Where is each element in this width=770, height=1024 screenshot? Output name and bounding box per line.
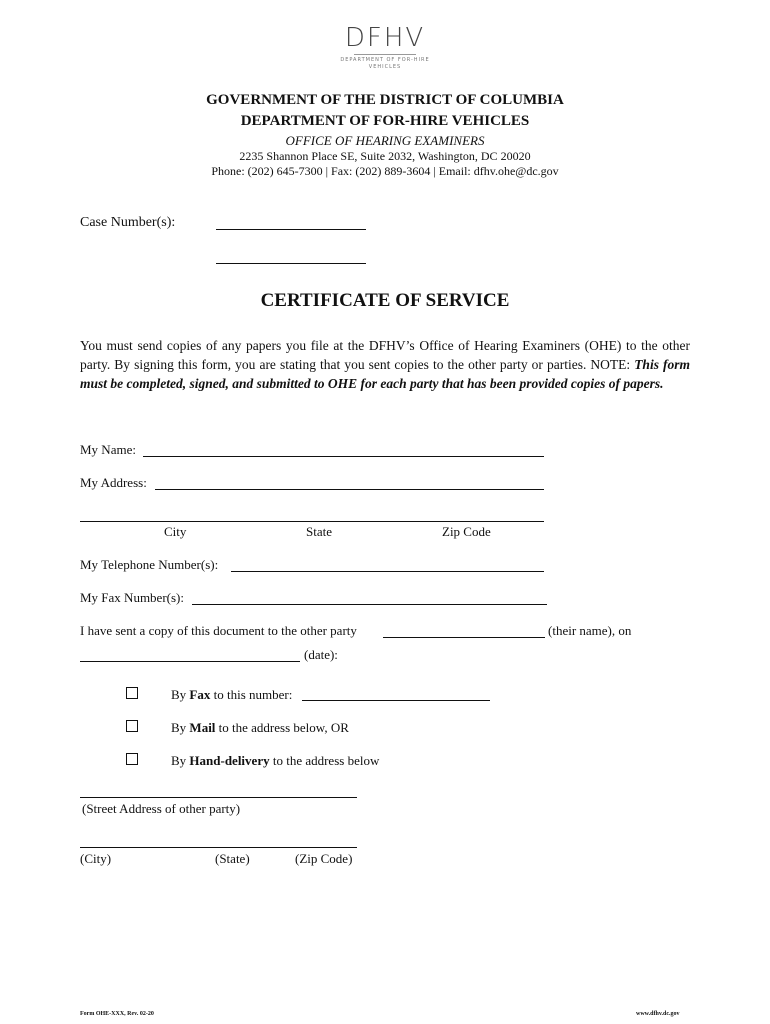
document-title: CERTIFICATE OF SERVICE [260,290,510,311]
date-label: (date): [304,647,338,662]
hand-by: By [171,753,187,768]
mail-rest: to the address below, OR [218,720,349,735]
hand-delivery-checkbox[interactable] [126,753,138,765]
state-label: State [306,524,332,539]
dfhv-logo [330,24,440,74]
telephone-field[interactable] [231,571,544,572]
their-name-label: (their name), on [548,623,632,638]
footer-form-id: Form OHE-XXX, Rev. 02-20 [80,1011,154,1017]
other-party-zip-label: (Zip Code) [295,851,353,866]
city-label: City [164,524,187,539]
intro-emphasis: This form must be completed, signed, and submitted to OHE for each party that has been provided copies of papers. [80,357,691,391]
header-address: 2235 Shannon Place SE, Suite 2032, Washington, DC 20020 [239,149,531,163]
mail-bold: Mail [189,720,216,735]
mail-checkbox[interactable] [126,720,138,732]
footer-website: www.dfhv.dc.gov [636,1011,680,1017]
case-number-field-1[interactable] [216,229,366,230]
fax-bold: Fax [189,687,211,702]
telephone-label: My Telephone Number(s): [80,557,219,572]
name-label: My Name: [80,442,136,457]
hand-bold: Hand-delivery [189,753,270,768]
other-party-street-label: (Street Address of other party) [82,801,241,816]
address-field[interactable] [155,489,544,490]
date-field[interactable] [80,661,300,662]
other-party-name-field[interactable] [383,637,545,638]
other-party-city-state-zip-field[interactable] [80,847,357,848]
case-number-label: Case Number(s): [80,215,176,230]
header-government: GOVERNMENT OF THE DISTRICT OF COLUMBIA [206,92,564,108]
other-party-street-field[interactable] [80,797,357,798]
sent-copy-label: I have sent a copy of this document to the other party [80,623,357,638]
other-party-city-label: (City) [80,851,112,866]
city-state-zip-field[interactable] [80,521,544,522]
fax-option-label [171,687,292,703]
fax-checkbox[interactable] [126,687,138,699]
header-department: DEPARTMENT OF FOR-HIRE VEHICLES [240,113,530,129]
fax-label: My Fax Number(s): [80,590,184,605]
intro-paragraph [80,336,690,393]
hand-delivery-option-label [171,753,379,769]
logo-rule [354,54,416,55]
case-number-field-2[interactable] [216,263,366,264]
hand-rest: to the address below [272,753,380,768]
zip-label: Zip Code [442,524,491,539]
mail-option-label [171,720,349,736]
name-field[interactable] [143,456,544,457]
address-label: My Address: [80,475,147,490]
header-office: OFFICE OF HEARING EXAMINERS [285,133,485,148]
fax-field[interactable] [192,604,547,605]
logo-mark: DFHV [344,23,426,53]
fax-rest: to this number: [213,687,293,702]
mail-by: By [171,720,187,735]
other-party-state-label: (State) [215,851,250,866]
logo-subtitle: DEPARTMENT OF FOR-HIRE VEHICLES [340,57,430,70]
intro-text: You must send copies of any papers you file at the DFHV’s Office of Hearing Examiners (OHE) to the other party. By signing this form, you are stating that you sent copies to the other party or parties. NOTE: [80,338,690,372]
header-contact: Phone: (202) 645-7300 | Fax: (202) 889-3604 | Email: dfhv.ohe@dc.gov [211,164,559,178]
fax-by: By [171,687,187,702]
fax-number-field[interactable] [302,700,490,701]
